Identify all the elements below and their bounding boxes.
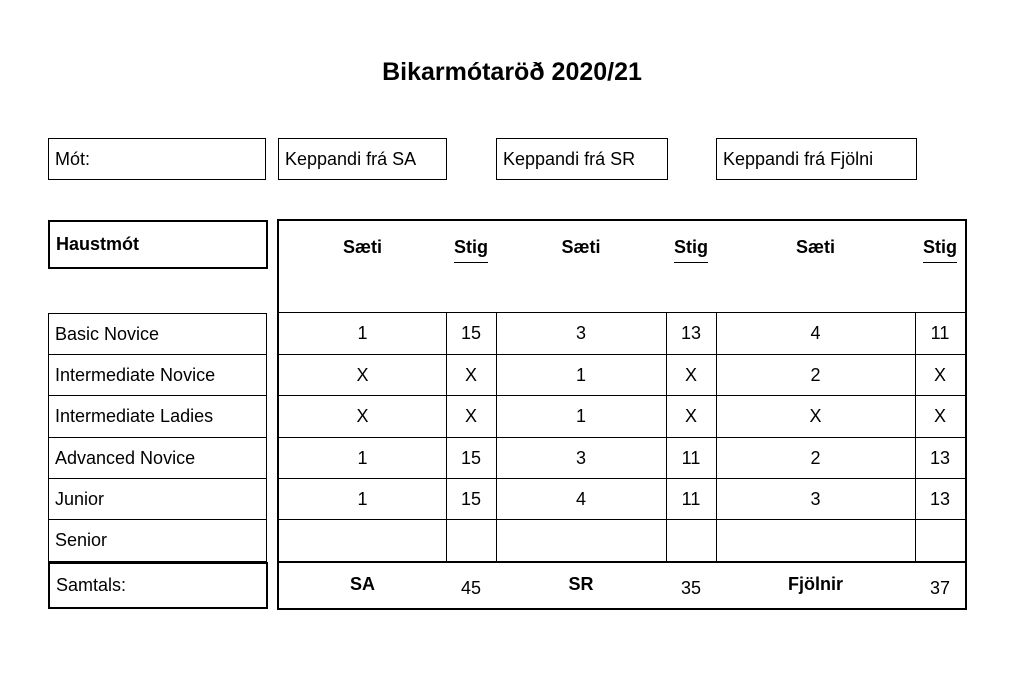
cell-basic-novice-saeti-sa: 1 xyxy=(357,323,368,343)
col-header-saeti-sr: Sæti xyxy=(561,236,601,257)
totals-points-sa: 45 xyxy=(460,578,482,598)
totals-team-fjolnir: Fjölnir xyxy=(788,574,843,594)
cell-intermediate-novice-saeti-sa: X xyxy=(356,364,369,385)
col-header-stig-sr: Stig xyxy=(666,232,716,268)
cell-senior-stig-sa xyxy=(446,520,496,561)
cell-intermediate-novice-saeti-sr: 1 xyxy=(575,364,586,385)
cell-advanced-novice-saeti-fjolnir: 2 xyxy=(810,447,821,468)
cell-senior-saeti-sa xyxy=(279,520,446,561)
row-label-junior: Junior xyxy=(48,478,267,520)
totals-points-sr: 35 xyxy=(680,578,702,598)
cell-junior-saeti-sr: 4 xyxy=(575,488,586,509)
cell-intermediate-ladies-saeti-sr: 1 xyxy=(575,406,586,426)
totals-label: Samtals: xyxy=(48,562,268,609)
totals-team-sr: SR xyxy=(568,574,594,594)
sa-competitor-box: Keppandi frá SA xyxy=(278,138,447,180)
section-label-haustmot: Haustmót xyxy=(48,220,268,269)
cell-senior-stig-fjolnir xyxy=(915,520,965,561)
cell-advanced-novice-stig-sr: 11 xyxy=(681,447,701,468)
col-header-stig-fjolnir: Stig xyxy=(915,232,965,268)
sr-competitor-box: Keppandi frá SR xyxy=(496,138,668,180)
cell-intermediate-novice-stig-sr: X xyxy=(684,364,697,385)
mot-label-box: Mót: xyxy=(48,138,266,180)
col-header-saeti-sa: Sæti xyxy=(342,236,382,257)
totals-team-sa: SA xyxy=(349,574,375,594)
cell-senior-stig-sr xyxy=(666,520,716,561)
cell-intermediate-novice-saeti-fjolnir: 2 xyxy=(810,364,821,385)
col-header-stig-sa: Stig xyxy=(446,232,496,268)
cell-advanced-novice-saeti-sr: 3 xyxy=(575,447,586,468)
cell-intermediate-ladies-saeti-sa: X xyxy=(356,406,369,426)
cell-junior-stig-sa: 15 xyxy=(460,488,482,509)
cell-basic-novice-stig-sr: 13 xyxy=(680,323,702,343)
row-label-intermediate-novice: Intermediate Novice xyxy=(48,354,267,396)
cell-intermediate-novice-stig-sa: X xyxy=(464,364,477,385)
fjolnir-competitor-box: Keppandi frá Fjölni xyxy=(716,138,917,180)
cell-basic-novice-stig-fjolnir: 11 xyxy=(930,323,950,343)
cell-basic-novice-stig-sa: 15 xyxy=(460,323,482,343)
cell-advanced-novice-saeti-sa: 1 xyxy=(357,447,368,468)
cell-intermediate-novice-stig-fjolnir: X xyxy=(933,364,946,385)
cell-junior-saeti-fjolnir: 3 xyxy=(810,488,821,509)
cell-intermediate-ladies-stig-sa: X xyxy=(464,406,477,426)
cell-junior-stig-sr: 11 xyxy=(681,488,701,509)
cell-basic-novice-saeti-fjolnir: 4 xyxy=(810,323,821,343)
totals-points-fjolnir: 37 xyxy=(929,578,951,598)
cell-senior-saeti-fjolnir xyxy=(716,520,915,561)
row-label-advanced-novice: Advanced Novice xyxy=(48,437,267,479)
cell-advanced-novice-stig-fjolnir: 13 xyxy=(929,447,951,468)
row-label-basic-novice: Basic Novice xyxy=(48,313,267,355)
cell-advanced-novice-stig-sa: 15 xyxy=(460,447,482,468)
page-title: Bikarmótaröð 2020/21 xyxy=(382,58,642,86)
cell-intermediate-ladies-saeti-fjolnir: X xyxy=(809,406,822,426)
cell-junior-saeti-sa: 1 xyxy=(357,488,368,509)
cell-junior-stig-fjolnir: 13 xyxy=(929,488,951,509)
cell-senior-saeti-sr xyxy=(496,520,666,561)
cell-basic-novice-saeti-sr: 3 xyxy=(575,323,586,343)
cell-intermediate-ladies-stig-sr: X xyxy=(684,406,697,426)
row-label-senior: Senior xyxy=(48,519,267,562)
col-header-saeti-fjolnir: Sæti xyxy=(795,236,835,257)
row-label-intermediate-ladies: Intermediate Ladies xyxy=(48,395,267,438)
cell-intermediate-ladies-stig-fjolnir: X xyxy=(933,406,946,426)
